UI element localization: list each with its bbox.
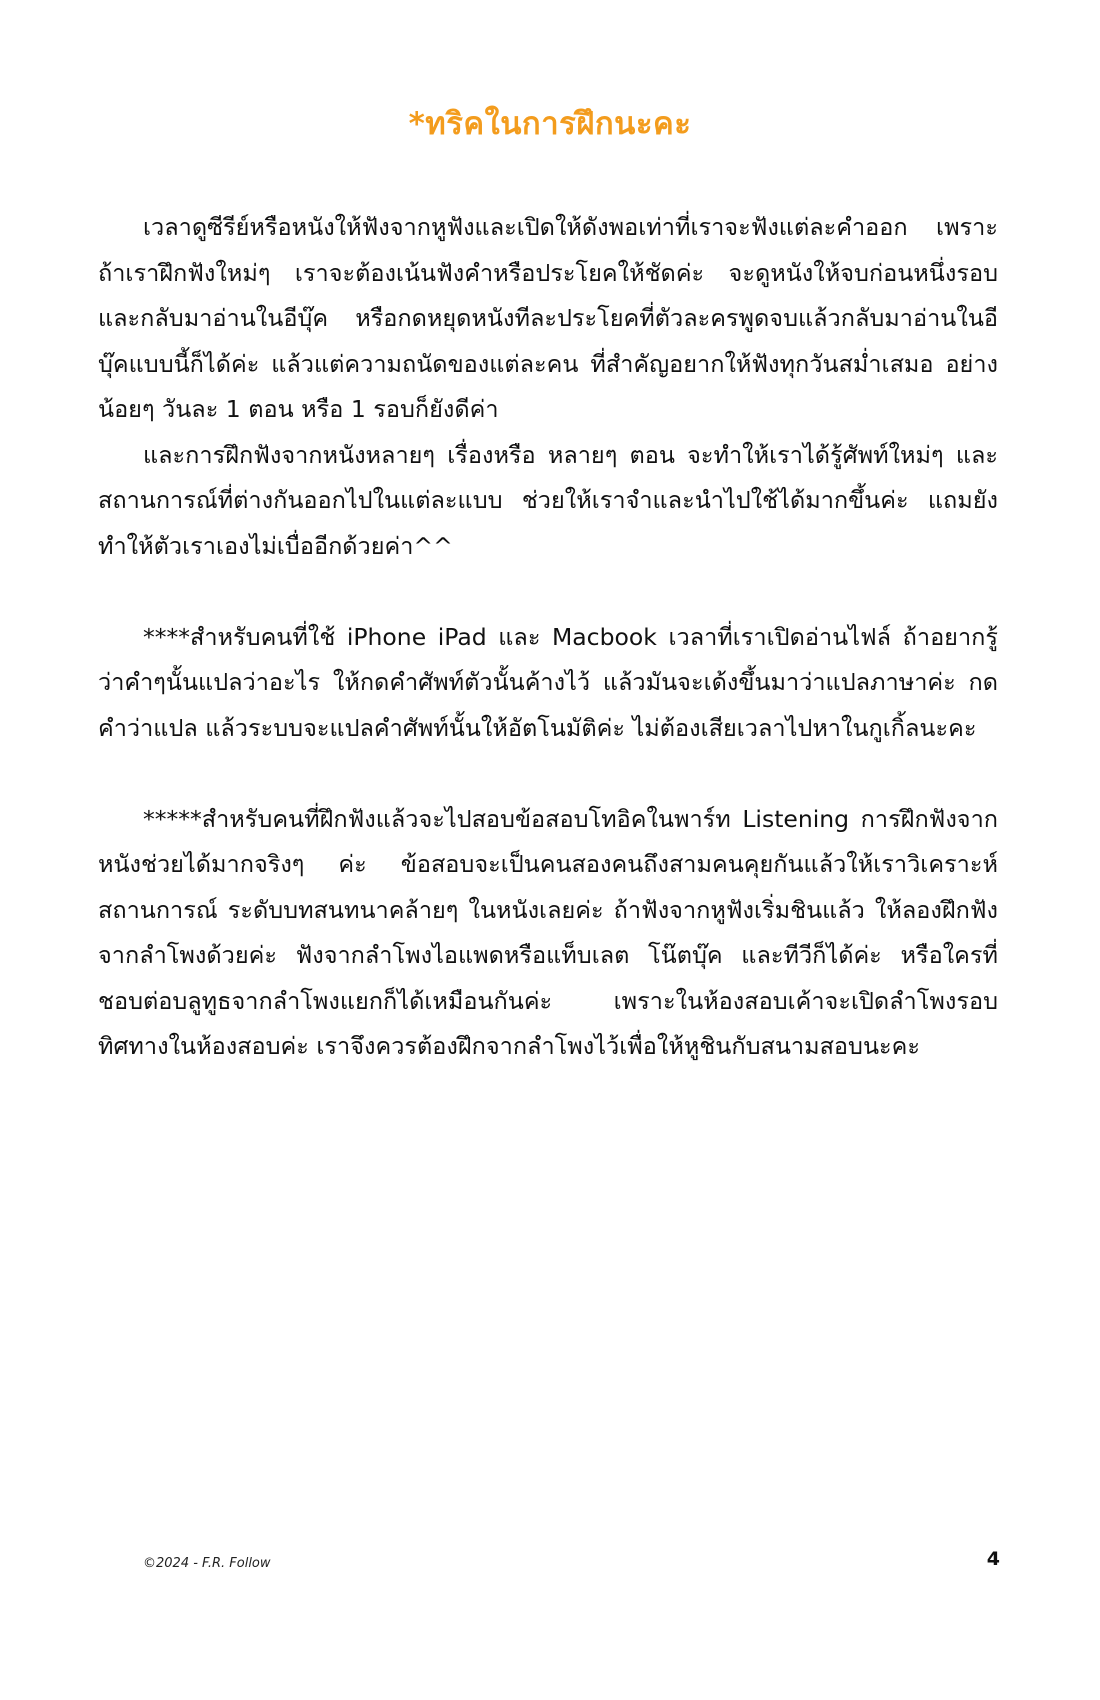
paragraph-multiple-movies: และการฝึกฟังจากหนังหลายๆ เรื่องหรือ หลายๆ ตอน จะทำให้เราได้รู้ศัพท์ใหม่ๆ และสถานการณ์ที่ต่างกันออกไปในแต่ละแบบ ช่วยให้เราจำและนำไปใช้ได้มากขึ้นค่ะ แถมยังทำให้ตัวเราเองไม่เบื่ออีกด้วยค่า^^ — [98, 440, 998, 560]
paragraph-spacer — [98, 751, 998, 797]
paragraph-apple-translate: ****สำหรับคนที่ใช้ iPhone iPad และ Macbook เวลาที่เราเปิดอ่านไฟล์ ถ้าอยากรู้ว่าคำๆนั้นแปลว่าอะไร ให้กดคำศัพท์ตัวนั้นค้างไว้ แล้วมันจะเด้งขึ้นมาว่าแปลภาษาค่ะ กดคำว่าแปล แล้วระบบจะแปลคำศัพท์นั้นให้อัตโนมัติค่ะ ไม่ต้องเสียเวลาไปหาในกูเกิ้ลนะคะ — [98, 622, 998, 742]
paragraph-watching-tips: เวลาดูซีรีย์หรือหนังให้ฟังจากหูฟังและเปิดให้ดังพอเท่าที่เราจะฟังแต่ละคำออก เพราะถ้าเราฝึกฟังใหม่ๆ เราจะต้องเน้นฟังคำหรือประโยคให้ชัดค่ะ จะดูหนังให้จบก่อนหนึ่งรอบและกลับมาอ่านในอีบุ๊ค หรือกดหยุดหนังทีละประโยคที่ตัวละครพูดจบแล้วกลับมาอ่านในอีบุ๊คแบบนี้ก็ได้ค่ะ แล้วแต่ความถนัดของแต่ละคน ที่สำคัญอยากให้ฟังทุกวันสม่ำเสมอ อย่างน้อยๆ วันละ 1 ตอน หรือ 1 รอบก็ยังดีค่า — [98, 213, 998, 423]
footer-copyright: ©2024 - F.R. Follow — [143, 1556, 271, 1571]
paragraph-toeic-listening: *****สำหรับคนที่ฝึกฟังแล้วจะไปสอบข้อสอบโทอิคในพาร์ท Listening การฝึกฟังจากหนังช่วยได้มากจริงๆ ค่ะ ข้อสอบจะเป็นคนสองคนถึงสามคนคุยกันแล้วให้เราวิเคราะห์สถานการณ์ ระดับบทสนทนาคล้ายๆ ในหนังเลยค่ะ ถ้าฟังจากหูฟังเริ่มชินแล้ว ให้ลองฝึกฟังจากลำโพงด้วยค่ะ ฟังจากลำโพงไอแพดหรือแท็บเลต โน๊ตบุ๊ค และทีวีก็ได้ค่ะ หรือใครที่ชอบต่อบลูทูธจากลำโพงแยกก็ได้เหมือนกันค่ะ เพราะในห้องสอบเค้าจะเปิดลำโพงรอบทิศทางในห้องสอบค่ะ เราจึงควรต้องฝึกจากลำโพงไว้เพื่อให้หูชินกับสนามสอบนะคะ — [98, 804, 998, 1060]
page-number: 4 — [986, 1548, 1000, 1570]
page-title: *ทริคในการฝึกนะคะ — [408, 106, 692, 142]
body-text — [98, 205, 998, 1070]
paragraph-spacer — [98, 569, 998, 615]
